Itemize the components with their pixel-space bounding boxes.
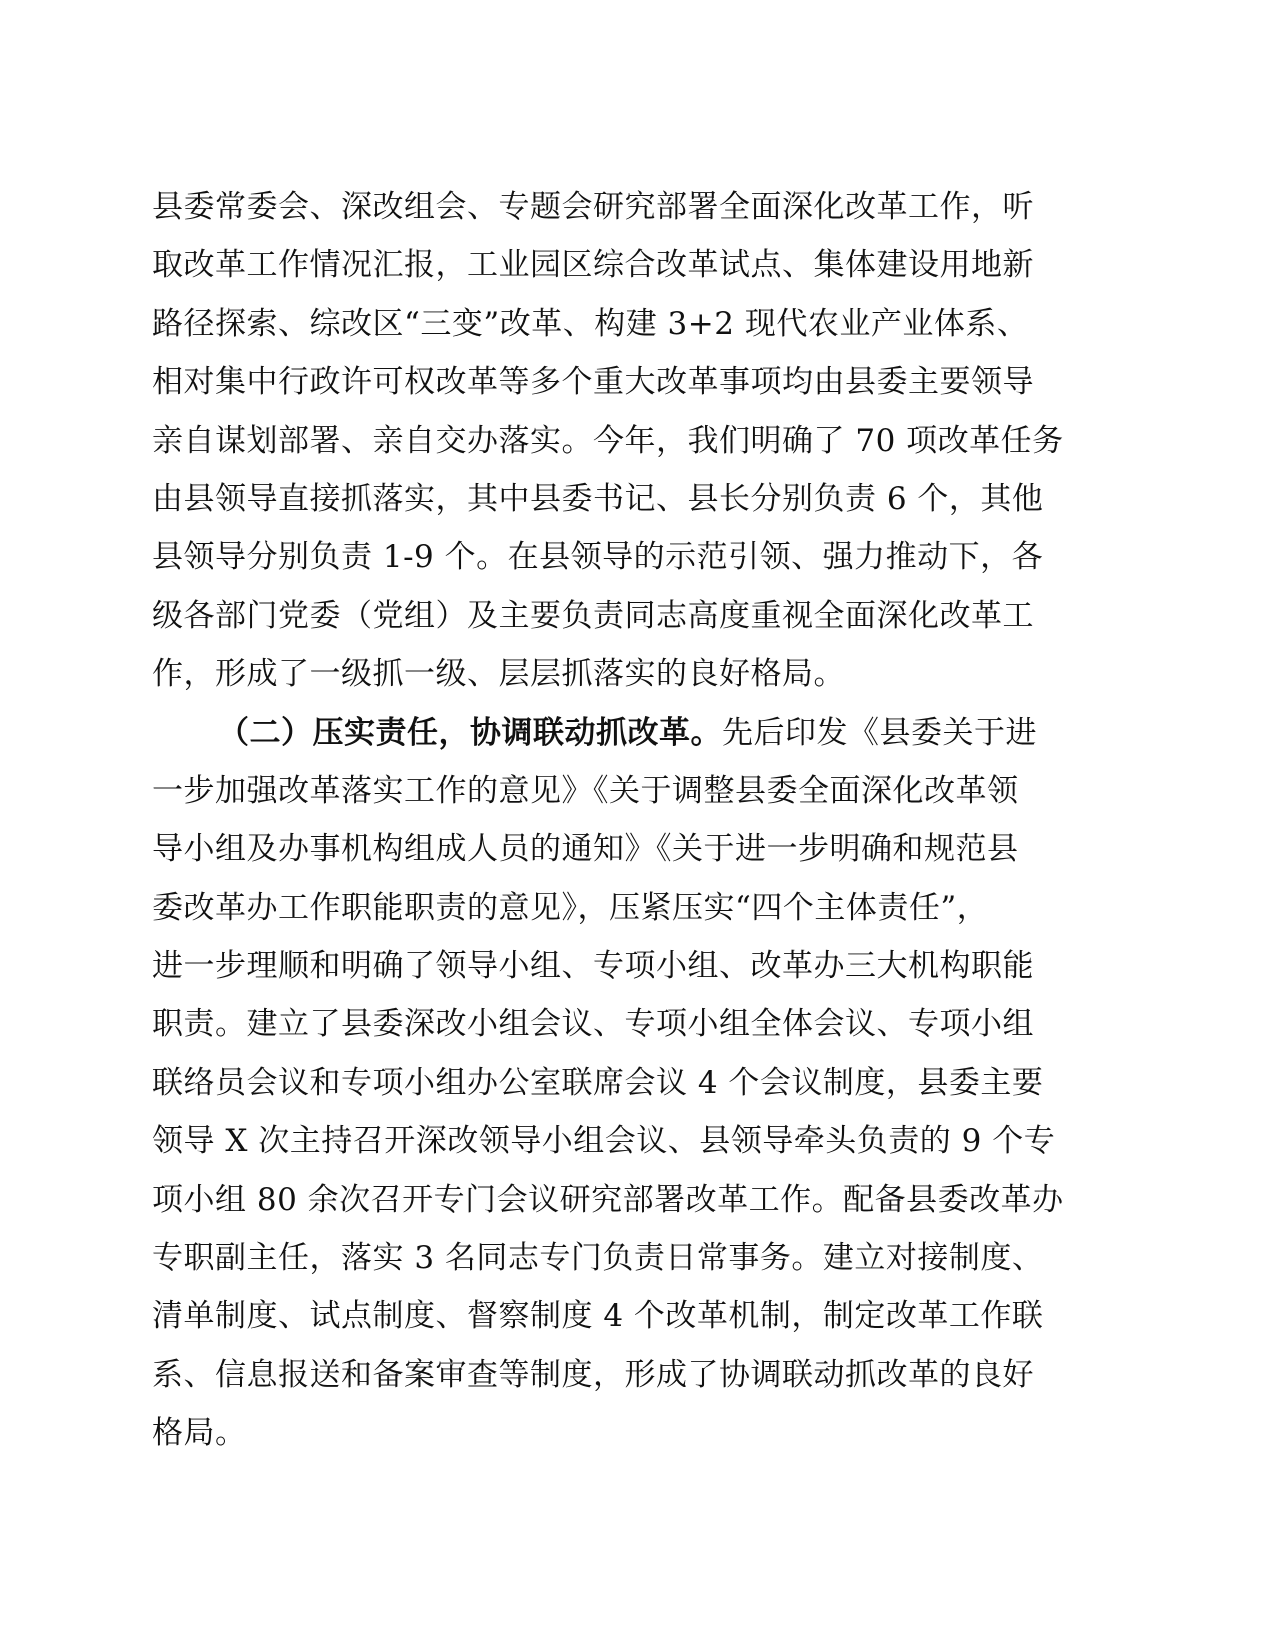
paragraph-line: 亲自谋划部署、亲自交办落实。今年，我们明确了 70 项改革任务 bbox=[152, 422, 1064, 459]
body-text bbox=[152, 178, 1112, 1463]
paragraph-1 bbox=[152, 178, 1112, 704]
section-heading: （二）压实责任，协调联动抓改革。 bbox=[218, 714, 722, 751]
paragraph-line: 格局。 bbox=[152, 1415, 247, 1452]
paragraph-line: 项小组 80 余次召开专门会议研究部署改革工作。配备县委改革办 bbox=[152, 1181, 1064, 1218]
paragraph-line: 导小组及办事机构组成人员的通知》《关于进一步明确和规范县 bbox=[152, 831, 1019, 868]
paragraph-line: 职责。建立了县委深改小组会议、专项小组全体会议、专项小组 bbox=[152, 1006, 1034, 1043]
paragraph-line: 清单制度、试点制度、督察制度 4 个改革机制，制定改革工作联 bbox=[152, 1298, 1044, 1335]
paragraph-line: 相对集中行政许可权改革等多个重大改革事项均由县委主要领导 bbox=[152, 364, 1034, 401]
paragraph-line: 作，形成了一级抓一级、层层抓落实的良好格局。 bbox=[152, 656, 845, 693]
paragraph-line: 系、信息报送和备案审查等制度，形成了协调联动抓改革的良好 bbox=[152, 1356, 1034, 1393]
paragraph-first-line bbox=[152, 704, 1112, 762]
paragraph-line: 路径探索、综改区“三变”改革、构建 3+2 现代农业产业体系、 bbox=[152, 305, 1029, 342]
paragraph-line: 一步加强改革落实工作的意见》《关于调整县委全面深化改革领 bbox=[152, 772, 1019, 809]
paragraph-line: 县委常委会、深改组会、专题会研究部署全面深化改革工作，听 bbox=[152, 189, 1034, 225]
paragraph-line: 专职副主任，落实 3 名同志专门负责日常事务。建立对接制度、 bbox=[152, 1240, 1044, 1277]
paragraph-line: 进一步理顺和明确了领导小组、专项小组、改革办三大机构职能 bbox=[152, 948, 1034, 985]
paragraph-line: 县领导分别负责 1-9 个。在县领导的示范引领、强力推动下，各 bbox=[152, 539, 1044, 576]
paragraph-line: 委改革办工作职能职责的意见》，压紧压实“四个主体责任”， bbox=[152, 889, 989, 926]
paragraph-2 bbox=[152, 704, 1112, 1463]
first-line-text: 先后印发《县委关于进 bbox=[722, 714, 1037, 751]
paragraph-line: 取改革工作情况汇报，工业园区综合改革试点、集体建设用地新 bbox=[152, 247, 1034, 284]
paragraph-line: 由县领导直接抓落实，其中县委书记、县长分别负责 6 个，其他 bbox=[152, 480, 1044, 517]
paragraph-line: 级各部门党委（党组）及主要负责同志高度重视全面深化改革工 bbox=[152, 597, 1034, 634]
paragraph-line: 联络员会议和专项小组办公室联席会议 4 个会议制度，县委主要 bbox=[152, 1064, 1044, 1101]
paragraph-line: 领导 X 次主持召开深改领导小组会议、县领导牵头负责的 9 个专 bbox=[152, 1123, 1056, 1160]
